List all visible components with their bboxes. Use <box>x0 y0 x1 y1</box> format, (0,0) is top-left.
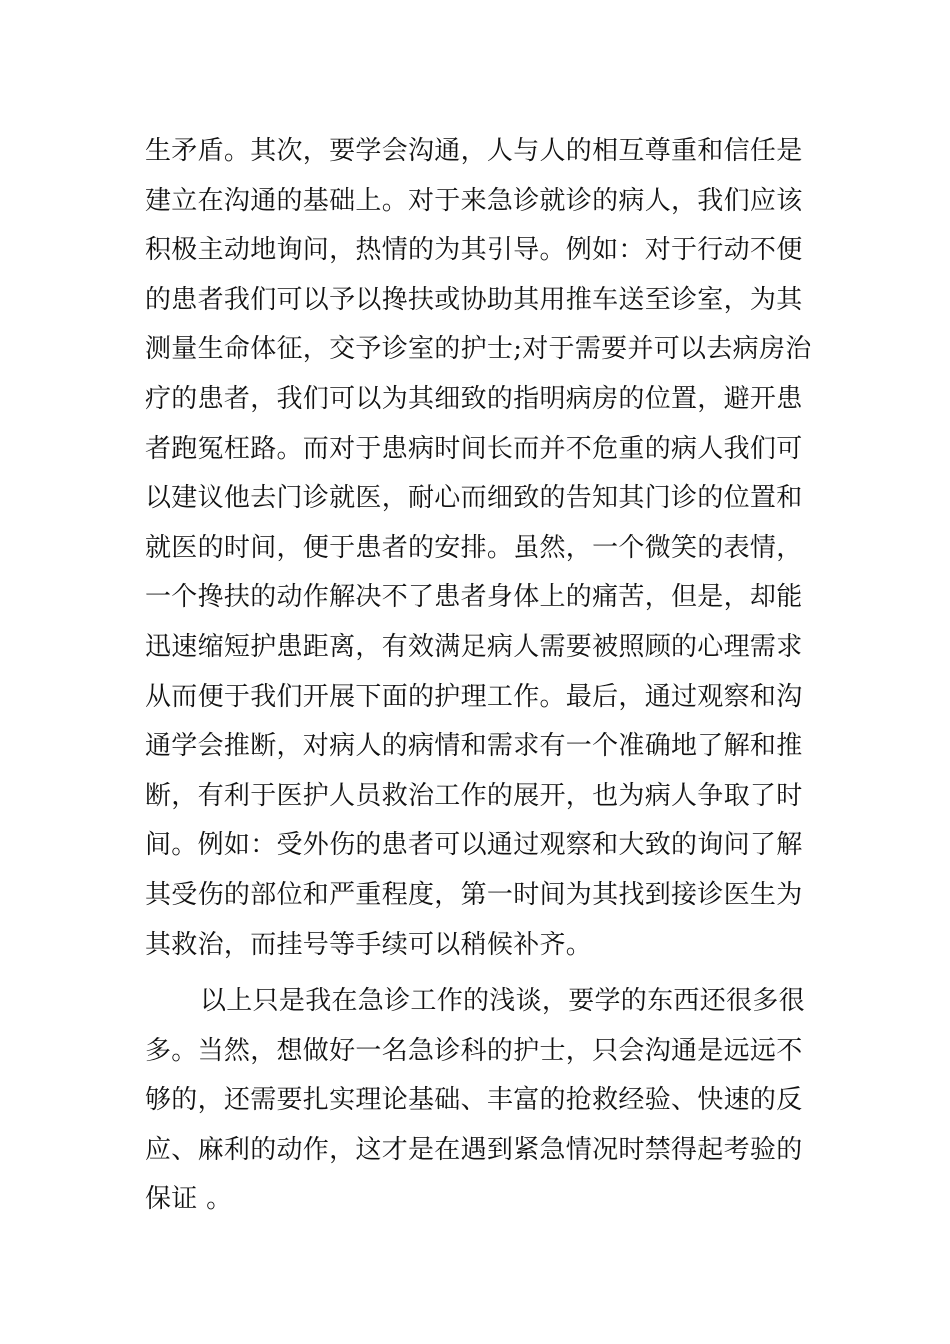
paragraph-line: 以建议他去门诊就医，耐心而细致的告知其门诊的位置和 <box>145 483 803 514</box>
paragraph-line: 测量生命体征，交予诊室的护士;对于需要并可以去病房治 <box>145 334 812 365</box>
paragraph-line: 建立在沟通的基础上。对于来急诊就诊的病人，我们应该 <box>145 185 803 216</box>
paragraph-line: 从而便于我们开展下面的护理工作。最后，通过观察和沟 <box>145 681 803 712</box>
paragraph-line: 就医的时间，便于患者的安排。虽然，一个微笑的表情， <box>145 532 803 563</box>
paragraph-line: 以上只是我在急诊工作的浅谈，要学的东西还很多很 <box>200 986 805 1016</box>
paragraph-line: 迅速缩短护患距离，有效满足病人需要被照顾的心理需求 <box>145 631 803 662</box>
paragraph-line: 其受伤的部位和严重程度，第一时间为其找到接诊医生为 <box>145 879 803 910</box>
paragraph-1 <box>145 133 812 976</box>
paragraph-line: 应、麻利的动作，这才是在遇到紧急情况时禁得起考验的 <box>145 1134 803 1165</box>
paragraph-line: 够的，还需要扎实理论基础、丰富的抢救经验、快速的反 <box>145 1085 803 1116</box>
paragraph-line: 保证 。 <box>145 1184 233 1215</box>
paragraph-line: 生矛盾。其次，要学会沟通，人与人的相互尊重和信任是 <box>145 136 803 166</box>
paragraph-line: 的患者我们可以予以搀扶或协助其用推车送至诊室，为其 <box>145 284 803 315</box>
paragraph-line: 其救治，而挂号等手续可以稍候补齐。 <box>145 929 593 960</box>
paragraph-line: 间。例如：受外伤的患者可以通过观察和大致的询问了解 <box>145 830 803 861</box>
paragraph-line: 多。当然，想做好一名急诊科的护士，只会沟通是远远不 <box>145 1035 803 1066</box>
paragraph-2 <box>145 983 805 1231</box>
paragraph-line: 一个搀扶的动作解决不了患者身体上的痛苦，但是，却能 <box>145 582 803 613</box>
paragraph-line: 通学会推断，对病人的病情和需求有一个准确地了解和推 <box>145 731 803 762</box>
paragraph-line: 积极主动地询问，热情的为其引导。例如：对于行动不便 <box>145 235 803 266</box>
paragraph-line: 者跑冤枉路。而对于患病时间长而并不危重的病人我们可 <box>145 433 803 464</box>
paragraph-line: 断，有利于医护人员救治工作的展开，也为病人争取了时 <box>145 780 803 811</box>
paragraph-line: 疗的患者，我们可以为其细致的指明病房的位置，避开患 <box>145 383 803 414</box>
